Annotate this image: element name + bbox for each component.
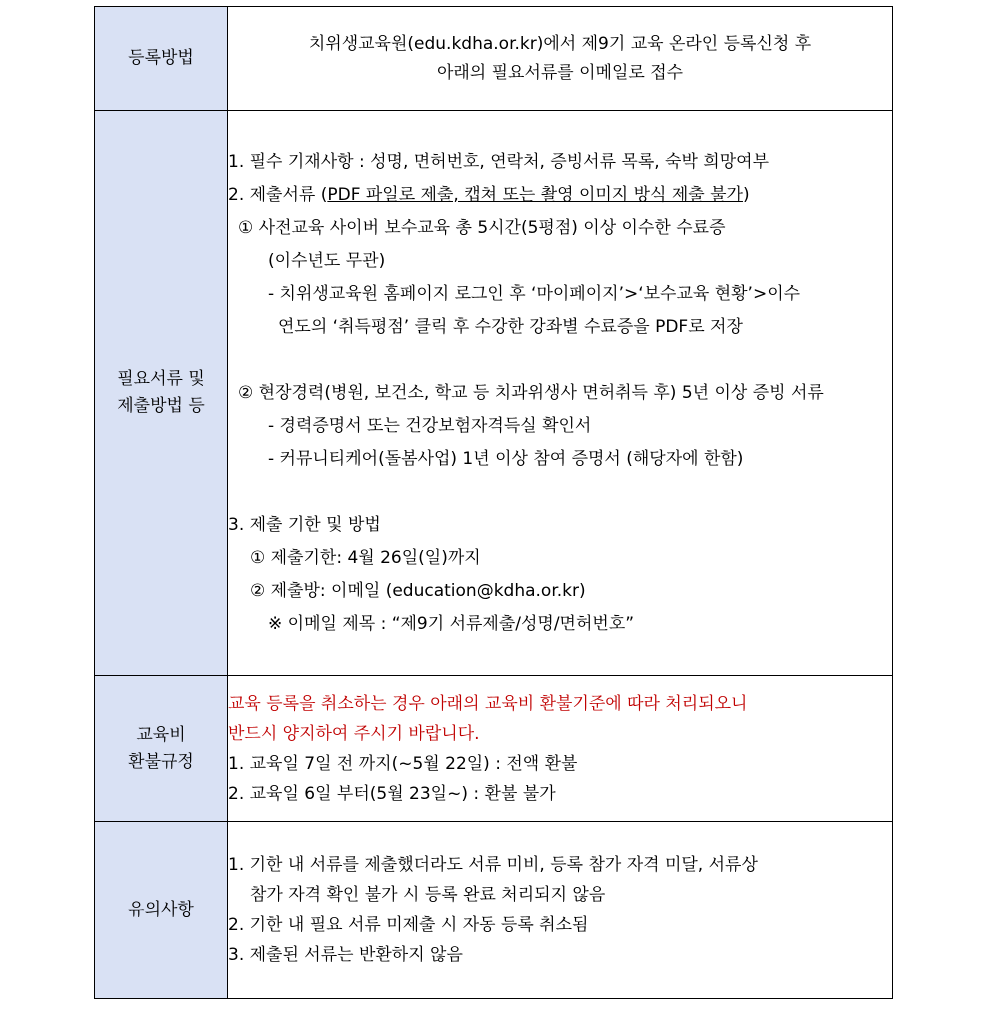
submission-docs-suffix: ) (742, 184, 750, 205)
refund-notice-line-1: 교육 등록을 취소하는 경우 아래의 교육비 환불기준에 따라 처리되오니 (228, 693, 748, 714)
row-documents (95, 111, 893, 676)
submission-docs-prefix: 2. 제출서류 ( (228, 184, 328, 205)
label-cautions-text: 유의사항 (128, 899, 194, 920)
label-documents-line-1: 필요서류 및 (117, 369, 205, 389)
label-documents-line-2: 제출방법 등 (117, 396, 205, 416)
spacer (228, 344, 892, 377)
field-experience-detail-2: - 커뮤니티케어(돌봄사업) 1년 이상 참여 증명서 (해당자에 한함) (268, 448, 744, 469)
label-refund-line-2: 환불규정 (128, 751, 194, 772)
label-documents (95, 111, 228, 676)
label-registration (95, 7, 228, 111)
registration-line-1: 치위생교육원(edu.kdha.or.kr)에서 제9기 교육 온라인 등록신청 후 (308, 33, 812, 54)
label-cautions (95, 822, 228, 999)
cyber-education-certificate-item: ① 사전교육 사이버 보수교육 총 5시간(5평점) 이상 이수한 수료증 (238, 217, 726, 238)
email-subject-note: ※ 이메일 제목 : “제9기 서류제출/성명/면허번호” (268, 613, 635, 634)
row-refund (95, 676, 893, 822)
caution-item-3: 3. 제출된 서류는 반환하지 않음 (228, 945, 463, 965)
label-registration-text: 등록방법 (128, 48, 194, 68)
content-refund (228, 676, 893, 822)
field-experience-detail-1: - 경력증명서 또는 건강보험자격득실 확인서 (268, 415, 592, 436)
content-registration (228, 7, 893, 111)
row-registration (95, 7, 893, 111)
refund-rule-full: 1. 교육일 7일 전 까지(~5월 22일) : 전액 환불 (228, 753, 578, 774)
deadline-method-item: 3. 제출 기한 및 방법 (228, 514, 381, 535)
submission-docs-item (228, 179, 892, 212)
caution-item-2: 2. 기한 내 필요 서류 미제출 시 자동 등록 취소됨 (228, 915, 589, 935)
registration-info-table (94, 6, 893, 999)
caution-item-1-line-1: 1. 기한 내 서류를 제출했더라도 서류 미비, 등록 참가 자격 미달, 서류상 (228, 855, 758, 875)
refund-rule-none: 2. 교육일 6일 부터(5월 23일~) : 환불 불가 (228, 783, 556, 804)
caution-item-1-line-2: 참가 자격 확인 불가 시 등록 완료 처리되지 않음 (250, 885, 606, 905)
registration-line-2: 아래의 필요서류를 이메일로 접수 (436, 62, 684, 83)
content-documents (228, 111, 893, 676)
spacer (228, 476, 892, 509)
required-fields-item: 1. 필수 기재사항 : 성명, 면허번호, 연락처, 증빙서류 목록, 숙박 희망여부 (228, 151, 769, 172)
content-cautions (228, 822, 893, 999)
email-method-item: ② 제출방: 이메일 (education@kdha.or.kr) (250, 580, 586, 601)
label-refund (95, 676, 228, 822)
row-cautions (95, 822, 893, 999)
submission-docs-condition: PDF 파일로 제출, 캡쳐 또는 촬영 이미지 방식 제출 불가 (327, 184, 743, 205)
field-experience-item: ② 현장경력(병원, 보건소, 학교 등 치과위생사 면허취득 후) 5년 이상 증빙 서류 (238, 382, 824, 403)
label-refund-line-1: 교육비 (136, 724, 186, 745)
cyber-education-detail-1: - 치위생교육원 홈페이지 로그인 후 ‘마이페이지’>‘보수교육 현황’>이수 (268, 283, 801, 304)
deadline-item: ① 제출기한: 4월 26일(일)까지 (250, 547, 481, 568)
cyber-education-detail-2: 연도의 ‘취득평점’ 클릭 후 수강한 강좌별 수료증을 PDF로 저장 (278, 316, 743, 337)
cyber-education-year-note: (이수년도 무관) (268, 250, 386, 271)
refund-notice-line-2: 반드시 양지하여 주시기 바랍니다. (228, 723, 480, 744)
